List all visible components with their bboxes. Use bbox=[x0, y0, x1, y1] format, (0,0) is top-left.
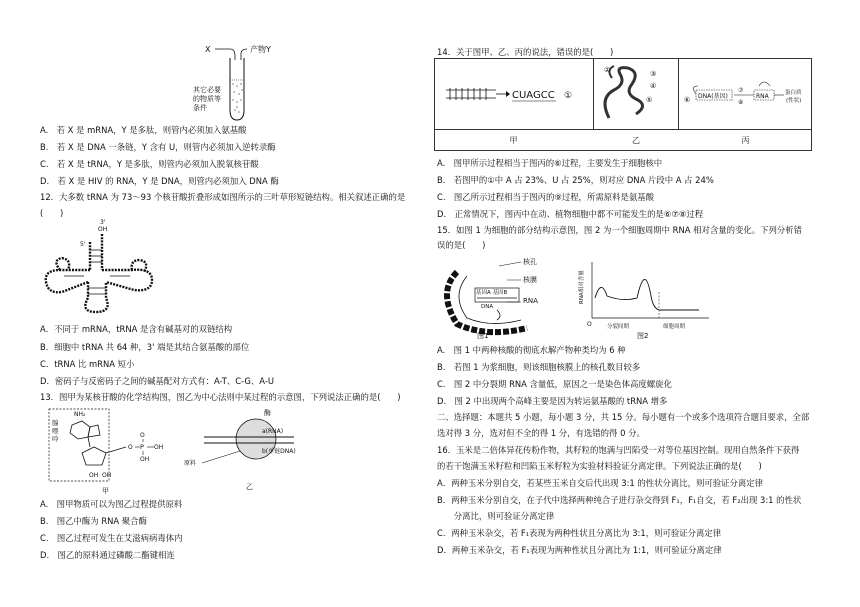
q15-option-d: D. 图 2 中出现两个高峰主要是因为转运氨基酸的 tRNA 增多 bbox=[437, 396, 668, 406]
q15-stem: 15．如图 1 为细胞的部分结构示意图，图 2 为一个细胞周期中 RNA 相对含量的变化。下列分析错 bbox=[437, 225, 802, 235]
fig14-protein: 蛋白质 bbox=[785, 90, 802, 96]
q12-option-b: B．细胞中 tRNA 共 64 种，3' 端是其结合氨基酸的部位 bbox=[40, 342, 250, 352]
q16-line-2: 的若干饱满玉米籽粒和凹陷玉米籽粒为实验材料验证分离定律。下列说法正确的是( ) bbox=[437, 461, 762, 471]
q12-option-c: C．tRNA 比 mRNA 短小 bbox=[40, 359, 135, 369]
fig13-oh-2: OH bbox=[102, 472, 112, 479]
q15-stem-2: 误的是( ) bbox=[437, 240, 486, 250]
fig15-fig1: 图1 bbox=[477, 332, 489, 340]
fig14-seq: CUAGCC bbox=[512, 90, 555, 101]
q14-stem: 14．关于图甲、乙、丙的说法，错误的是( ) bbox=[437, 47, 614, 57]
fig13-label-jia: 甲 bbox=[102, 487, 109, 495]
q15-option-a: A. 图 1 中两种核酸的彻底水解产物种类均为 6 种 bbox=[437, 345, 626, 355]
fig13-enzyme: 酶 bbox=[264, 409, 271, 417]
fig12-end5: 5' bbox=[80, 241, 86, 248]
section-2-line-1: 二、选择题：本题共 5 小题，每小题 3 分，共 15 分。每小题有一个或多个选项符合题目要求，全部 bbox=[437, 412, 810, 422]
fig13-b-dna: b(单链DNA) bbox=[262, 448, 296, 455]
fig13-o-2: O bbox=[140, 432, 145, 439]
fig13-oh-1: OH bbox=[89, 472, 99, 479]
q12-option-a: A．不同于 mRNA，tRNA 是含有碱基对的双链结构 bbox=[40, 324, 233, 334]
fig14-label-jia: 甲 bbox=[509, 136, 518, 145]
q14-option-a: A. 图甲所示过程相当于图丙的⑥过程，主要发生于细胞核中 bbox=[437, 158, 663, 168]
section-2-line-2: 选对得 3 分，选对但不全的得 1 分，有选错的得 0 分。 bbox=[437, 428, 645, 438]
fig13-a-rna: a(RNA) bbox=[262, 428, 284, 435]
q14-option-b: B. 若图甲的①中 A 占 23%、U 占 25%，则对应 DNA 片段中 A 占 24% bbox=[437, 175, 714, 185]
fig14-diagrams bbox=[434, 58, 812, 130]
q11-option-b: B. 若 X 是 DNA 一条链，Y 含有 U，则管内必须加入逆转录酶 bbox=[40, 142, 276, 152]
fig15-rna: RNA bbox=[523, 297, 538, 305]
q16-option-d: D．两种玉米杂交，若 F₁表现为两种性状且分离比为 1:1，则可验证分离定律 bbox=[437, 545, 722, 555]
q16-option-c: C．两种玉米杂交，若 F₁表现为两种性状且分离比为 3:1，则可验证分离定律 bbox=[437, 528, 722, 538]
q12-stem: 12．大多数 tRNA 为 73～93 个核苷酸折叠形成如图所示的三叶草形短链结构。相关叙述正确的是 bbox=[40, 192, 406, 202]
fig15-x2: 细胞周期 bbox=[663, 324, 686, 330]
fig14-c8: ⑧ bbox=[738, 99, 744, 106]
fig13-base-2: 嘌 bbox=[52, 427, 59, 435]
fig15-membrane: 核膜 bbox=[523, 276, 537, 284]
fig14-c4: ④ bbox=[650, 82, 657, 90]
fig13-nucleotide-and-process bbox=[44, 407, 304, 497]
q13-stem: 13．图甲为某核苷酸的化学结构图，图乙为中心法则中某过程的示意图，下列说法正确的是( ) bbox=[40, 392, 401, 402]
fig11-cond-2: 的物质等 bbox=[193, 95, 221, 103]
fig13-nh2: NH₂ bbox=[74, 411, 86, 418]
fig13-oh-3: OH bbox=[154, 444, 164, 451]
fig14-c5: ⑤ bbox=[646, 96, 653, 104]
fig13-base-1: 腺 bbox=[52, 419, 59, 427]
q15-option-b: B. 若图 1 为浆细胞，则该细胞核膜上的核孔数目较多 bbox=[437, 362, 641, 372]
q11-option-a: A. 若 X 是 mRNA，Y 是多肽，则管内必须加入氨基酸 bbox=[40, 125, 247, 135]
fig15-pore: 核孔 bbox=[523, 258, 537, 266]
q15-option-c: C. 图 2 中分裂期 RNA 含量低，原因之一是染色体高度螺旋化 bbox=[437, 379, 672, 389]
fig14-c6: ⑥ bbox=[684, 96, 691, 104]
fig13-base-3: 呤 bbox=[52, 435, 59, 443]
fig13-raw: 原料 bbox=[184, 460, 197, 467]
fig15-x1: 分裂间期 bbox=[607, 324, 630, 330]
q14-option-d: D. 正常情况下，图丙中在动、植物细胞中都不可能发生的是⑥⑦⑧过程 bbox=[437, 209, 704, 219]
fig14-trait: (性状) bbox=[786, 98, 802, 104]
fig14-c1: ① bbox=[564, 91, 573, 101]
fig14-c7: ⑦ bbox=[738, 87, 744, 94]
q16-option-b-cont: 分离比，则可验证分离定律 bbox=[437, 511, 555, 521]
fig15-ylab: RNA相对含量 bbox=[579, 270, 585, 304]
q16-line-1: 16．玉米是二倍体异花传粉作物，其籽粒的饱满与凹陷受一对等位基因控制。现用自然条件下获得 bbox=[437, 445, 800, 455]
fig15-origin: O bbox=[587, 321, 592, 328]
q11-option-d: D. 若 X 是 HIV 的 RNA，Y 是 DNA，则管内必须加入 DNA 酶 bbox=[40, 176, 279, 186]
fig11-test-tube bbox=[195, 40, 285, 130]
fig11-cond-3: 条件 bbox=[193, 104, 207, 112]
q12-paren: ( ) bbox=[40, 208, 64, 218]
q14-option-c: C. 图乙所示过程相当于图丙的⑨过程，所需原料是氨基酸 bbox=[437, 192, 655, 202]
fig14-label-bing: 丙 bbox=[741, 136, 750, 145]
fig15-fig2: 图2 bbox=[637, 332, 649, 340]
fig13-oh-4: OH bbox=[140, 456, 150, 463]
fig14-rna: RNA bbox=[756, 93, 769, 100]
q16-option-b: B．两种玉米分别自交，在子代中选择两种纯合子进行杂交得到 F₁，F₁自交，若 F₂出现 3:1 的性状 bbox=[437, 495, 802, 505]
fig14-c3: ③ bbox=[650, 70, 657, 78]
fig13-p: P bbox=[140, 443, 144, 451]
q13-option-c: C. 图乙过程可发生在艾滋病病毒体内 bbox=[40, 533, 183, 543]
q13-option-a: A. 图甲物质可以为图乙过程提供原料 bbox=[40, 499, 183, 509]
fig14-dna: DNA(基因) bbox=[698, 93, 728, 100]
fig15-gene: 基因A 基因B bbox=[476, 290, 508, 296]
fig12-oh: OH bbox=[98, 226, 108, 233]
fig12-trna-cloverleaf bbox=[40, 220, 170, 315]
q16-option-a: A．两种玉米分别自交，若某些玉米自交后代出现 3:1 的性状分离比，则可验证分离定律 bbox=[437, 478, 764, 488]
fig13-label-yi: 乙 bbox=[246, 483, 253, 491]
fig15-dna: DNA bbox=[481, 304, 494, 310]
q11-option-c: C. 若 X 是 tRNA，Y 是多肽，则管内必须加入脱氧核苷酸 bbox=[40, 159, 259, 169]
fig11-cond-1: 其它必要 bbox=[193, 86, 221, 94]
fig14-label-yi: 乙 bbox=[632, 136, 640, 145]
fig14-c2: ② bbox=[604, 66, 611, 74]
fig12-end3: 3' bbox=[100, 219, 106, 226]
q13-option-b: B. 图乙中酶为 RNA 聚合酶 bbox=[40, 516, 147, 526]
fig15-cell-and-graph bbox=[437, 252, 727, 342]
fig11-y-label: 产物Y bbox=[250, 45, 271, 54]
fig11-x-label: X bbox=[205, 45, 211, 54]
fig13-o: O bbox=[128, 444, 133, 451]
q12-option-d: D．密码子与反密码子之间的碱基配对方式有：A-T、C-G、A-U bbox=[40, 376, 274, 386]
q13-option-d: D. 图乙的原料通过磷酸二酯键相连 bbox=[40, 550, 175, 560]
